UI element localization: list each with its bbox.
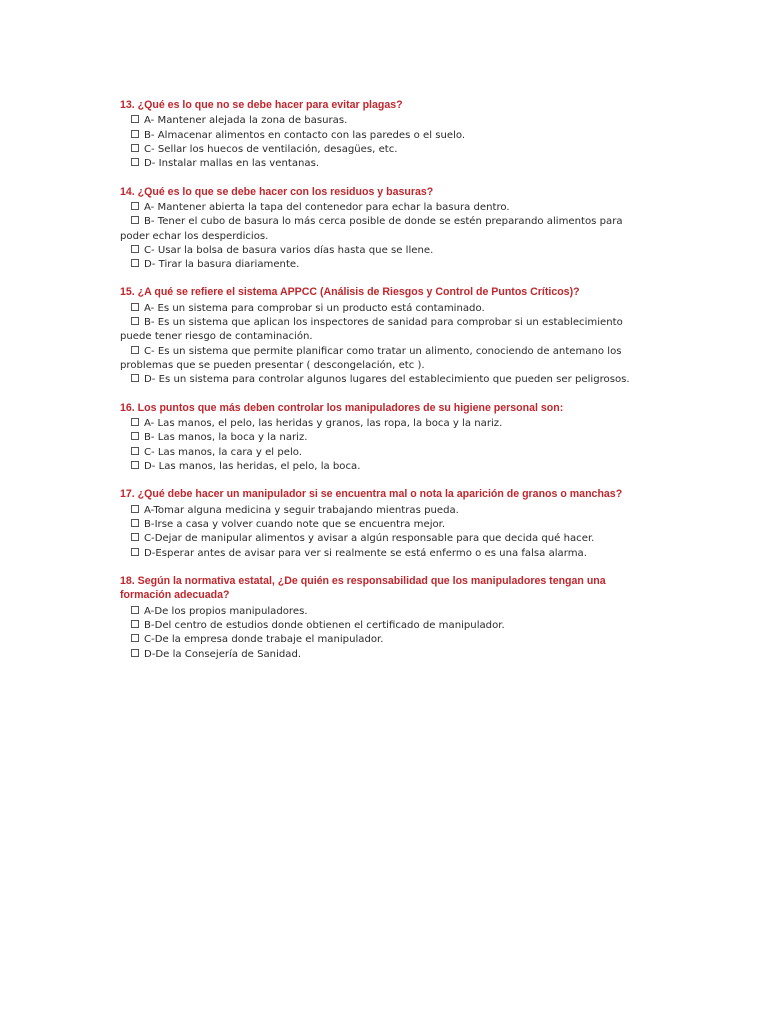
option-d[interactable] [120, 258, 640, 272]
option-label: C-Dejar de manipular alimentos y avisar a algún responsable para que decida qué hacer. [144, 533, 595, 545]
option-a[interactable] [120, 201, 640, 215]
option-d[interactable] [120, 460, 640, 474]
option-b[interactable] [120, 316, 640, 345]
checkbox-icon[interactable] [131, 548, 139, 556]
option-c[interactable] [120, 143, 640, 157]
option-b[interactable] [120, 215, 640, 244]
option-a[interactable] [120, 504, 640, 518]
option-label: D- Es un sistema para controlar algunos lugares del establecimiento que pueden ser peligrosos. [144, 374, 630, 386]
option-c[interactable] [120, 532, 640, 546]
option-b[interactable] [120, 431, 640, 445]
option-label: C- Sellar los huecos de ventilación, desagües, etc. [144, 144, 398, 155]
option-c[interactable] [120, 633, 640, 647]
question-title: 15. ¿A qué se refiere el sistema APPCC (Análisis de Riesgos y Control de Puntos Críticos)? [120, 286, 580, 299]
option-label: B- Las manos, la boca y la nariz. [144, 432, 308, 444]
checkbox-icon[interactable] [131, 620, 139, 628]
option-label: A- Mantener alejada la zona de basuras. [144, 115, 348, 127]
option-label: A-Tomar alguna medicina y seguir trabajando mientras pueda. [144, 504, 459, 516]
option-label: A- Las manos, el pelo, las heridas y granos, las ropa, la boca y la nariz. [144, 418, 503, 430]
option-label: D-Esperar antes de avisar para ver si realmente se está enfermo o es una falsa alarma. [144, 547, 587, 559]
checkbox-icon[interactable] [131, 606, 139, 614]
question-title: 13. ¿Qué es lo que no se debe hacer para evitar plagas? [120, 99, 403, 111]
checkbox-icon[interactable] [131, 519, 139, 527]
option-c[interactable] [120, 446, 640, 460]
option-a[interactable] [120, 302, 640, 316]
option-a[interactable] [120, 114, 640, 128]
option-label: D- Las manos, las heridas, el pelo, la boca. [144, 460, 361, 472]
option-label: A-De los propios manipuladores. [144, 605, 308, 617]
option-label: C- Es un sistema que permite planificar como tratar un alimento, conociendo de antemano los problemas que se pueden presentar ( descongelación, etc ). [120, 345, 622, 372]
option-label: C- Usar la bolsa de basura varios días hasta que se llene. [144, 244, 434, 256]
checkbox-icon[interactable] [131, 461, 139, 469]
option-c[interactable] [120, 244, 640, 258]
option-b[interactable] [120, 129, 640, 143]
option-label: D- Tirar la basura diariamente. [144, 259, 300, 271]
option-list [120, 417, 640, 474]
question-title: 14. ¿Qué es lo que se debe hacer con los residuos y basuras? [120, 185, 434, 198]
option-label: B-Irse a casa y volver cuando note que se encuentra mejor. [144, 518, 446, 530]
question-title: 18. Según la normativa estatal, ¿De quién es responsabilidad que los manipuladores tengan una formación adecuada? [120, 574, 606, 602]
option-b[interactable] [120, 619, 640, 633]
checkbox-icon[interactable] [131, 202, 139, 210]
checkbox-icon[interactable] [131, 245, 139, 253]
question-18 [120, 574, 640, 662]
checkbox-icon[interactable] [131, 317, 139, 325]
option-label: B- Almacenar alimentos en contacto con las paredes o el suelo. [144, 129, 466, 141]
checkbox-icon[interactable] [131, 505, 139, 513]
checkbox-icon[interactable] [131, 634, 139, 642]
checkbox-icon[interactable] [131, 346, 139, 354]
option-d[interactable] [120, 547, 640, 561]
option-b[interactable] [120, 518, 640, 532]
checkbox-icon[interactable] [131, 374, 139, 382]
question-14 [120, 185, 640, 273]
question-title: 17. ¿Qué debe hacer un manipulador si se encuentra mal o nota la aparición de granos o manchas? [120, 488, 623, 501]
checkbox-icon[interactable] [131, 303, 139, 311]
option-d[interactable] [120, 157, 640, 171]
question-title: 16. Los puntos que más deben controlar los manipuladores de su higiene personal son: [120, 401, 564, 414]
checkbox-icon[interactable] [131, 432, 139, 440]
option-label: B- Es un sistema que aplican los inspectores de sanidad para comprobar si un establecimiento puede tener riesgo de contaminación. [120, 317, 623, 343]
checkbox-icon[interactable] [131, 115, 139, 123]
option-list [120, 201, 640, 272]
question-15 [120, 285, 640, 387]
option-a[interactable] [120, 605, 640, 619]
option-list [120, 302, 640, 388]
option-d[interactable] [120, 648, 640, 662]
option-label: A- Es un sistema para comprobar si un producto está contaminado. [144, 302, 485, 314]
option-a[interactable] [120, 417, 640, 431]
checkbox-icon[interactable] [131, 418, 139, 426]
checkbox-icon[interactable] [131, 259, 139, 267]
option-c[interactable] [120, 345, 640, 374]
checkbox-icon[interactable] [131, 158, 139, 166]
checkbox-icon[interactable] [131, 533, 139, 541]
option-label: A- Mantener abierta la tapa del contenedor para echar la basura dentro. [144, 202, 510, 213]
checkbox-icon[interactable] [131, 447, 139, 455]
question-16 [120, 401, 640, 475]
option-label: C- Las manos, la cara y el pelo. [144, 446, 302, 458]
option-label: B- Tener el cubo de basura lo más cerca posible de donde se estén preparando alimentos para poder echar los desperdicios. [120, 216, 623, 242]
checkbox-icon[interactable] [131, 649, 139, 657]
option-d[interactable] [120, 373, 640, 387]
option-label: D- Instalar mallas en las ventanas. [144, 158, 320, 170]
question-13 [120, 98, 640, 172]
checkbox-icon[interactable] [131, 216, 139, 224]
checkbox-icon[interactable] [131, 130, 139, 138]
option-list [120, 114, 640, 171]
option-label: B-Del centro de estudios donde obtienen el certificado de manipulador. [144, 619, 505, 631]
option-label: C-De la empresa donde trabaje el manipulador. [144, 634, 384, 646]
checkbox-icon[interactable] [131, 144, 139, 152]
question-17 [120, 487, 640, 561]
quiz-page [120, 98, 640, 675]
option-label: D-De la Consejería de Sanidad. [144, 648, 302, 660]
option-list [120, 605, 640, 662]
option-list [120, 504, 640, 561]
